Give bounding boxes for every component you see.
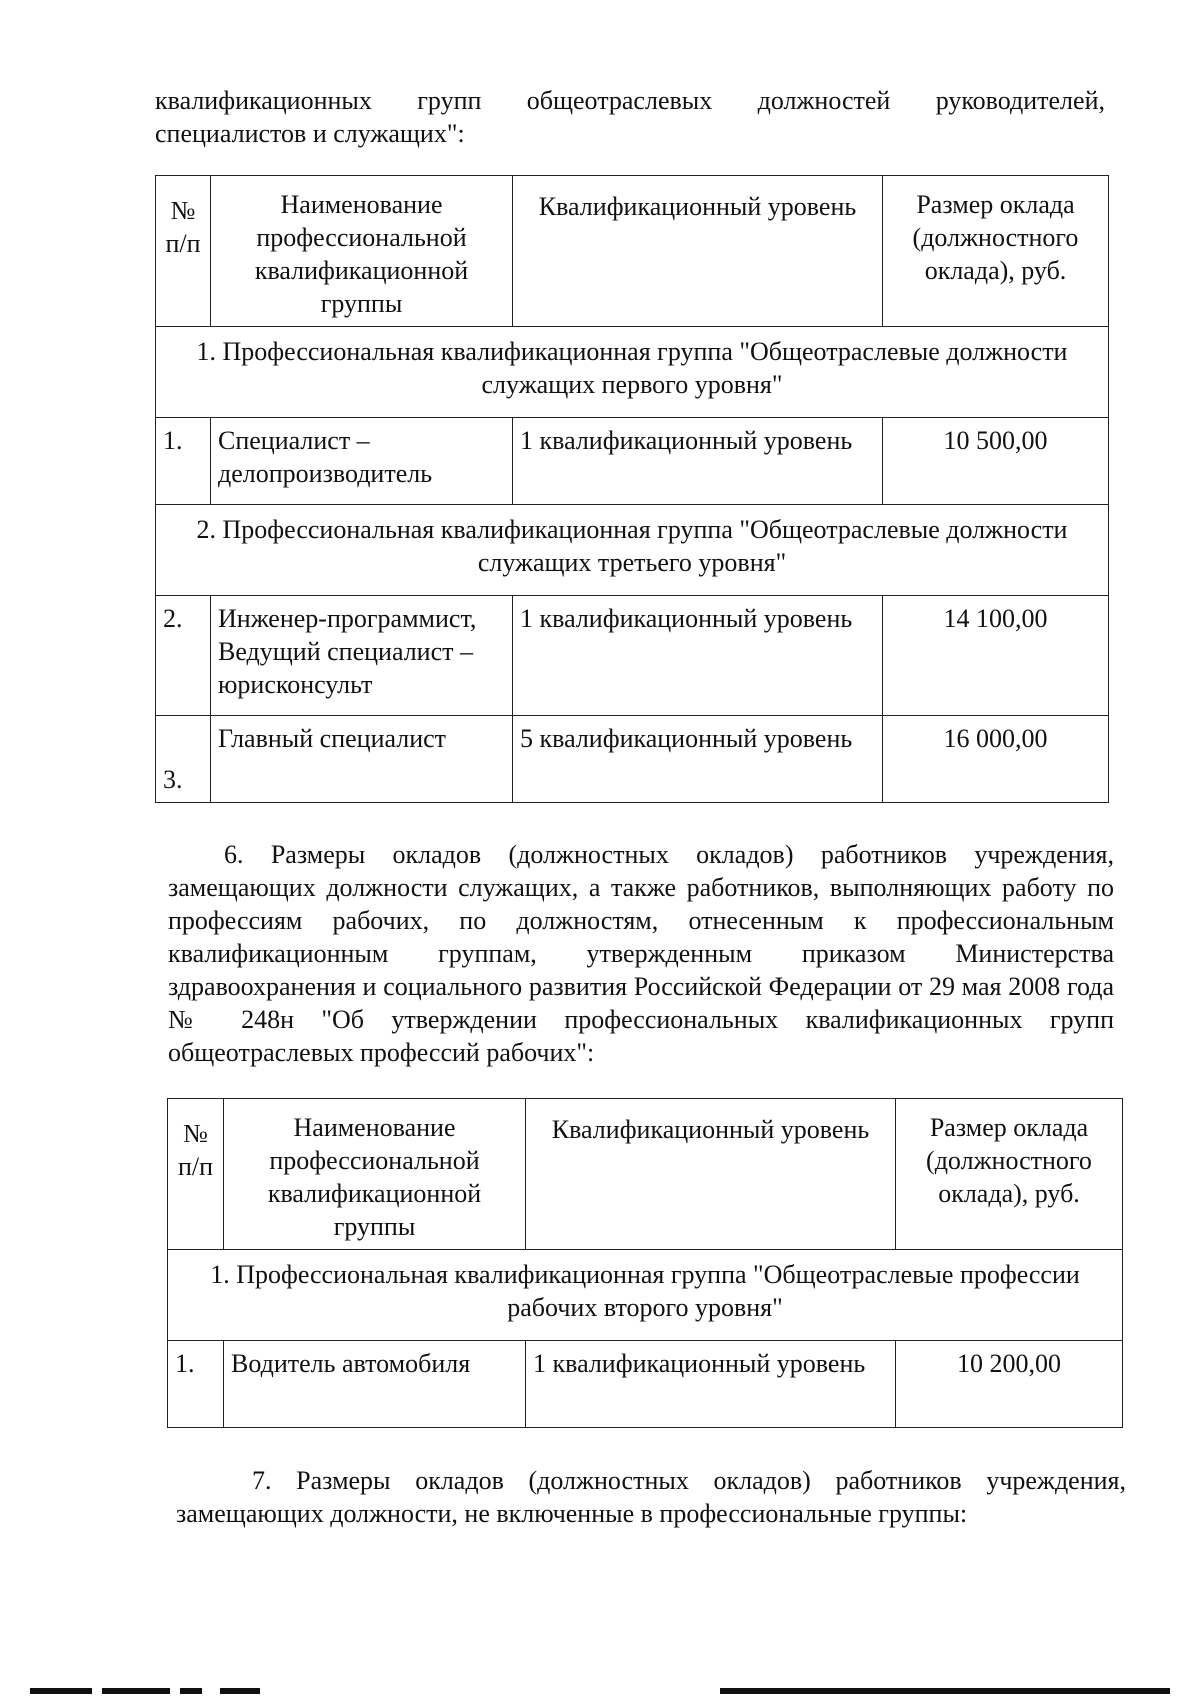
row-salary: 16 000,00 <box>883 716 1109 803</box>
salary-table-employees <box>155 175 1109 803</box>
table-row <box>156 596 1109 716</box>
group-header-row <box>156 327 1109 418</box>
row-num: 1. <box>156 418 211 505</box>
scan-edge-marks <box>30 1688 1170 1696</box>
header-level: Квалификационный уровень <box>526 1099 896 1250</box>
header-group-name: Наименование профессиональной квалификационной группы <box>224 1099 526 1250</box>
row-position: Главный специалист <box>211 716 513 803</box>
table-header-row <box>156 176 1109 327</box>
table-row <box>168 1341 1123 1428</box>
scan-mark <box>102 1688 170 1694</box>
row-num: 2. <box>156 596 211 716</box>
row-salary: 10 500,00 <box>883 418 1109 505</box>
header-group-name: Наименование профессиональной квалификационной группы <box>211 176 513 327</box>
header-level: Квалификационный уровень <box>513 176 883 327</box>
row-level: 1 квалификационный уровень <box>513 596 883 716</box>
row-salary: 10 200,00 <box>896 1341 1123 1428</box>
paragraph-6: 6. Размеры окладов (должностных окладов) работников учреждения, замещающих должности служащих, а также работников, выполняющих работу по профессиям рабочих, по должностям, отнесенным к профессиональным квалификационным группам, утвержденным приказом Министерства здравоохранения и социального развития Российской Федерации от 29 мая 2008 года № 248н "Об утверждении профессиональных квалификационных групп общеотраслевых профессий рабочих": <box>168 840 1114 1067</box>
group-title: 1. Профессиональная квалификационная группа "Общеотраслевые должности служащих первого уровня" <box>156 327 1109 418</box>
group-title: 1. Профессиональная квалификационная группа "Общеотраслевые профессии рабочих второго уровня" <box>168 1250 1123 1341</box>
row-level: 1 квалификационный уровень <box>513 418 883 505</box>
scan-mark <box>30 1688 92 1694</box>
row-num: 1. <box>168 1341 224 1428</box>
table-row <box>156 716 1109 803</box>
table-header-row <box>168 1099 1123 1250</box>
header-salary: Размер оклада (должностного оклада), руб. <box>896 1099 1123 1250</box>
paragraph-7: 7. Размеры окладов (должностных окладов) работников учреждения, замещающих должности, не включенные в профессиональные группы: <box>176 1466 1126 1528</box>
row-level: 5 квалификационный уровень <box>513 716 883 803</box>
table-row <box>156 418 1109 505</box>
row-position: Инженер-программист, Ведущий специалист – юрисконсульт <box>211 596 513 716</box>
group-title: 2. Профессиональная квалификационная группа "Общеотраслевые должности служащих третьего уровня" <box>156 505 1109 596</box>
row-position: Водитель автомобиля <box>224 1341 526 1428</box>
row-level: 1 квалификационный уровень <box>526 1341 896 1428</box>
intro-text: квалификационных групп общеотраслевых должностей руководителей, специалистов и служащих": <box>155 86 1105 148</box>
header-salary: Размер оклада (должностного оклада), руб. <box>883 176 1109 327</box>
salary-table-workers <box>167 1098 1123 1428</box>
row-salary: 14 100,00 <box>883 596 1109 716</box>
scan-mark <box>720 1688 1170 1694</box>
scan-mark <box>180 1688 202 1694</box>
group-header-row <box>168 1250 1123 1341</box>
scan-mark <box>220 1688 260 1694</box>
row-num: 3. <box>156 716 211 803</box>
group-header-row <box>156 505 1109 596</box>
row-position: Специалист – делопроизводитель <box>211 418 513 505</box>
header-num: № п/п <box>156 176 211 327</box>
header-num: № п/п <box>168 1099 224 1250</box>
